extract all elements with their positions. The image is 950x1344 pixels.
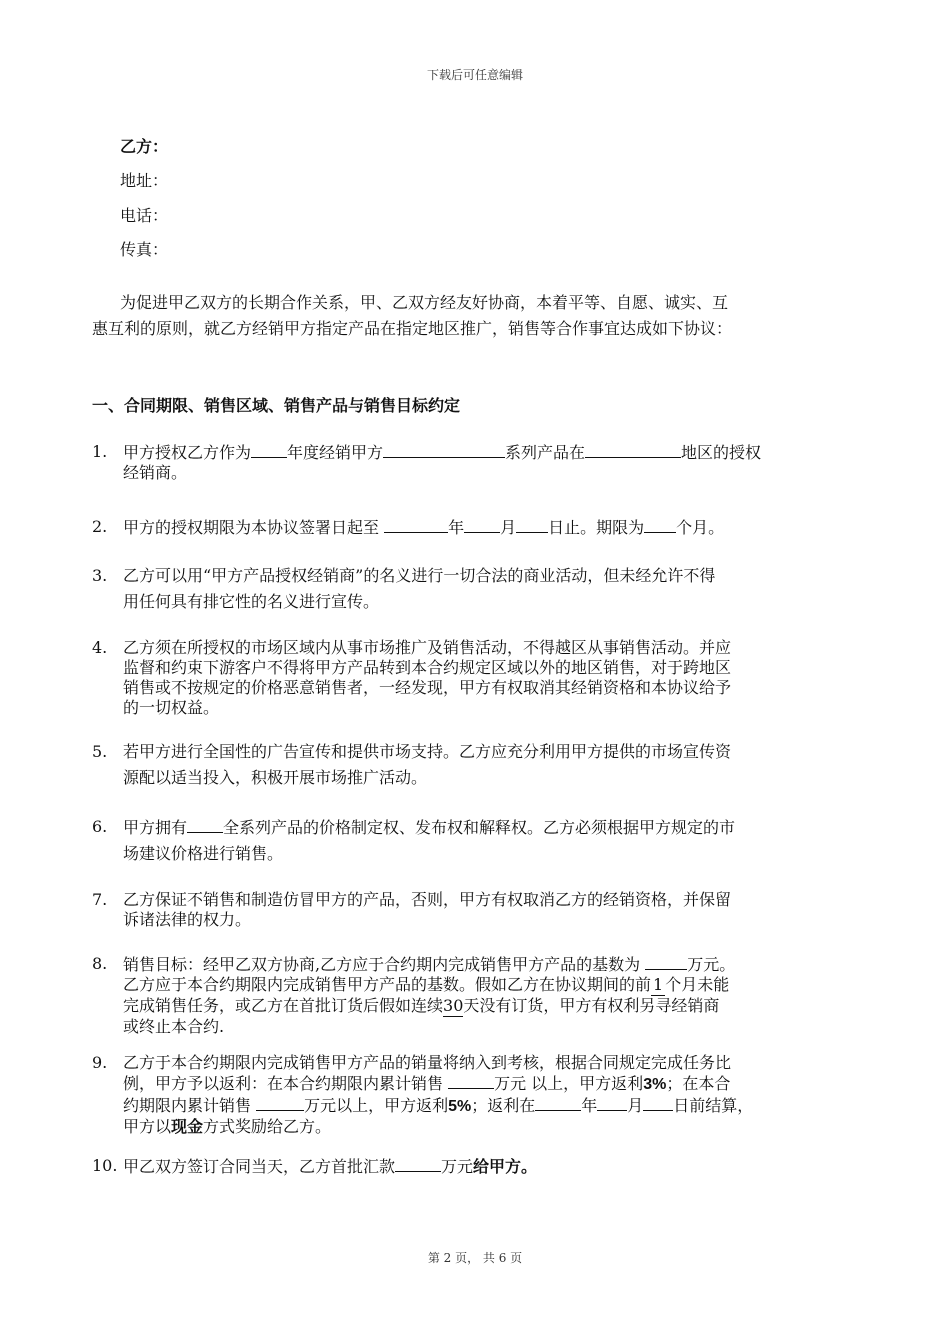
- item-10: [123, 1156, 868, 1177]
- section-heading: 一、合同期限、销售区域、销售产品与销售目标约定: [92, 396, 461, 415]
- item-text: 甲方的授权期限为本协议签署日起至: [123, 518, 385, 537]
- item-text: 甲方以: [123, 1117, 172, 1136]
- item-text: 销售目标：经甲乙双方协商,乙方应于合约期内完成销售甲方产品的基数为: [123, 955, 646, 974]
- item-text: 约期限内累计销售: [123, 1096, 257, 1115]
- rebate-percent: 5%: [448, 1098, 472, 1115]
- blank-field: [516, 517, 548, 533]
- item-text: 源配以适当投入，积极开展市场推广活动。: [123, 768, 428, 787]
- item-text: 销售或不按规定的价格恶意销售者，一经发现，甲方有权取消其经销资格和本协议给予: [123, 678, 732, 697]
- rebate-percent: 3%: [643, 1076, 667, 1093]
- item-number: 7.: [92, 890, 108, 909]
- filled-field: 1: [653, 975, 664, 994]
- item-text: 例，甲方予以返利：在本合约期限内累计销售: [123, 1074, 449, 1093]
- item-text: 年: [448, 518, 465, 537]
- item-text: 全系列产品的价格制定权、发布权和解释权。乙方必须根据甲方规定的市: [223, 818, 736, 837]
- item-text: 万元 以上，甲方返利: [494, 1074, 644, 1093]
- blank-field: [645, 954, 687, 970]
- item-text: 甲方拥有: [123, 818, 188, 837]
- item-8: [123, 954, 868, 1037]
- item-6: [123, 817, 868, 864]
- page-footer: 第 2 页， 共 6 页: [427, 1251, 523, 1265]
- item-9: [123, 1053, 868, 1137]
- party-b-fax: 传真：: [120, 240, 169, 259]
- item-text: 乙方可以用“甲方产品授权经销商”的名义进行一切合法的商业活动，但未经允许不得: [123, 566, 716, 585]
- item-text: 完成销售任务，或乙方在首批订货后假如连续: [123, 996, 444, 1015]
- blank-field: [395, 1156, 441, 1172]
- party-b-title: 乙方：: [120, 137, 169, 156]
- item-number: 6.: [92, 817, 108, 836]
- item-text: 诉诸法律的权力。: [123, 910, 252, 929]
- payment-method: 现金: [171, 1117, 204, 1136]
- blank-field: [643, 1095, 673, 1111]
- blank-field: [585, 442, 681, 458]
- item-text: 月: [500, 518, 517, 537]
- item-text: 给甲方。: [473, 1157, 538, 1176]
- item-number: 9.: [92, 1053, 108, 1072]
- item-text: 监督和约束下游客户不得将甲方产品转到本合约规定区域以外的地区销售，对于跨地区: [123, 658, 732, 677]
- page-header: 下载后可任意编辑: [426, 68, 523, 82]
- item-number: 4.: [92, 638, 108, 657]
- item-3: [123, 566, 868, 612]
- blank-field: [383, 442, 505, 458]
- item-text: 日止。期限为: [548, 518, 645, 537]
- item-text: 地区的授权: [681, 443, 762, 462]
- item-text: 乙方须在所授权的市场区域内从事市场推广及销售活动，不得越区从事销售活动。并应: [123, 638, 732, 657]
- item-number: 1.: [92, 442, 108, 461]
- item-text: 用任何具有排它性的名义进行宣传。: [123, 592, 380, 611]
- blank-field: [251, 442, 287, 458]
- item-text: 的一切权益。: [123, 698, 220, 717]
- item-5: [123, 742, 868, 788]
- item-text: 万元。: [687, 955, 736, 974]
- item-text: 万元以上，甲方返利: [304, 1096, 449, 1115]
- item-text: 月: [627, 1096, 644, 1115]
- item-text: 甲方授权乙方作为: [123, 443, 252, 462]
- item-text: 个月未能: [665, 975, 730, 994]
- blank-field: [535, 1095, 581, 1111]
- item-number: 2.: [92, 517, 108, 536]
- item-text: ；返利在: [471, 1096, 536, 1115]
- item-text: 乙方保证不销售和制造仿冒甲方的产品，否则，甲方有权取消乙方的经销资格，并保留: [123, 890, 732, 909]
- item-2: [123, 517, 868, 538]
- item-text: 年: [581, 1096, 598, 1115]
- blank-field: [644, 517, 676, 533]
- party-b-phone: 电话：: [120, 206, 169, 225]
- item-text: 系列产品在: [505, 443, 586, 462]
- item-text: 甲乙双方签订合同当天，乙方首批汇款: [123, 1157, 396, 1176]
- filled-field: 30: [443, 996, 464, 1015]
- item-number: 5.: [92, 742, 108, 761]
- blank-field: [384, 517, 448, 533]
- item-text: 个月。: [676, 518, 725, 537]
- item-text: 日前结算，: [673, 1096, 754, 1115]
- item-text: 天没有订货，甲方有权利另寻经销商: [463, 996, 720, 1015]
- item-text: 乙方应于本合约期限内完成销售甲方产品的基数。假如乙方在协议期间的前: [123, 975, 652, 994]
- item-number: 3.: [92, 566, 108, 585]
- intro-line-1: 为促进甲乙双方的长期合作关系，甲、乙双方经友好协商，本着平等、自愿、诚实、互: [120, 293, 729, 312]
- blank-field: [597, 1095, 627, 1111]
- party-b-address: 地址：: [120, 171, 169, 190]
- item-text: 方式奖励给乙方。: [203, 1117, 332, 1136]
- item-text: 或终止本合约.: [123, 1017, 225, 1036]
- item-text: 场建议价格进行销售。: [123, 844, 284, 863]
- blank-field: [448, 1073, 494, 1089]
- item-4: [123, 638, 868, 718]
- item-7: [123, 890, 868, 930]
- item-text: ；在本合: [666, 1074, 731, 1093]
- item-text: 若甲方进行全国性的广告宣传和提供市场支持。乙方应充分利用甲方提供的市场宣传资: [123, 742, 732, 761]
- item-text: 乙方于本合约期限内完成销售甲方产品的销量将纳入到考核，根据合同规定完成任务比: [123, 1053, 732, 1072]
- item-text: 经销商。: [123, 463, 188, 482]
- blank-field: [256, 1095, 304, 1111]
- item-1: [123, 442, 868, 483]
- item-text: 万元: [441, 1157, 474, 1176]
- blank-field: [187, 817, 223, 833]
- blank-field: [464, 517, 500, 533]
- item-text: 年度经销甲方: [287, 443, 384, 462]
- intro-line-2: 惠互利的原则，就乙方经销甲方指定产品在指定地区推广，销售等合作事宜达成如下协议：: [92, 319, 733, 338]
- item-number: 8.: [92, 954, 108, 973]
- item-number: 10.: [92, 1156, 118, 1175]
